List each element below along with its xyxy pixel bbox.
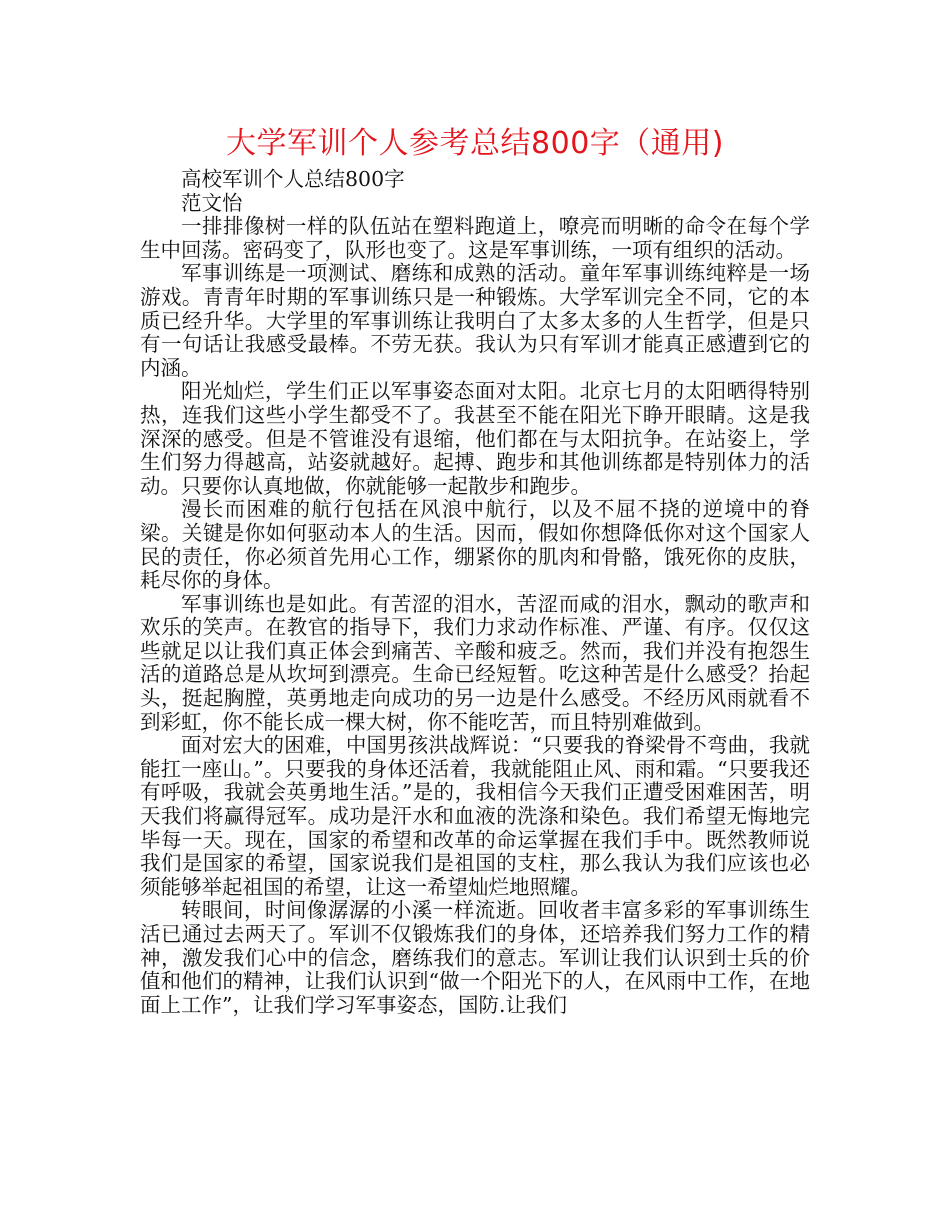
subtitle: 高校军训个人总结800字 bbox=[181, 167, 405, 191]
paragraph: 军事训练是一项测试、磨练和成熟的活动。童年军事训练纯粹是一场游戏。青青年时期的军事训练只是一种锻炼。大学军训完全不同，它的本质已经升华。大学里的军事训练让我明白了太多太多的人生哲学，但是只有一句话让我感受最棒。不劳无获。我认为只有军训才能真正感遭到它的内涵。 bbox=[140, 261, 810, 380]
paragraph: 阳光灿烂，学生们正以军事姿态面对太阳。北京七月的太阳晒得特别热，连我们这些小学生都受不了。我甚至不能在阳光下睁开眼睛。这是我深深的感受。但是不管谁没有退缩，他们都在与太阳抗争。在站姿上，学生们努力得越高，站姿就越好。起搏、跑步和其他训练都是特别体力的活动。只要你认真地做，你就能够一起散步和跑步。 bbox=[140, 379, 810, 498]
document-title: 大学军训个人参考总结800字（通用) bbox=[226, 126, 724, 161]
paragraph: 军事训练也是如此。有苦涩的泪水，苦涩而咸的泪水，飘动的歌声和欢乐的笑声。在教官的指导下，我们力求动作标准、严谨、有序。仅仅这些就足以让我们真正体会到痛苦、辛酸和疲乏。然而，我们并没有抱怨生活的道路总是从坎坷到漂亮。生命已经短暂。吃这种苦是什么感受？抬起头，挺起胸膛，英勇地走向成功的另一边是什么感受。不经历风雨就看不到彩虹，你不能长成一棵大树，你不能吃苦，而且特别难做到。 bbox=[140, 591, 810, 734]
author: 范文怡 bbox=[181, 190, 243, 215]
paragraph: 转眼间，时间像潺潺的小溪一样流逝。回收者丰富多彩的军事训练生活已通过去两天了。军训不仅锻炼我们的身体，还培养我们努力工作的精神，激发我们心中的信念，磨练我们的意志。军训让我们认识到士兵的价值和他们的精神，让我们认识到“做一个阳光下的人，在风雨中工作，在地面上工作”，让我们学习军事姿态，国防.让我们 bbox=[140, 898, 810, 1017]
paragraph: 一排排像树一样的队伍站在塑料跑道上，嘹亮而明晰的命令在每个学生中回荡。密码变了，队形也变了。这是军事训练，一项有组织的活动。 bbox=[140, 214, 810, 262]
paragraph: 漫长而困难的航行包括在风浪中航行，以及不屈不挠的逆境中的脊梁。关键是你如何驱动本人的生活。因而，假如你想降低你对这个国家人民的责任，你必须首先用心工作，绷紧你的肌肉和骨骼，饿死你的皮肤，耗尽你的身体。 bbox=[140, 497, 810, 593]
document-body bbox=[140, 168, 810, 1017]
paragraph: 面对宏大的困难，中国男孩洪战辉说：“只要我的脊梁骨不弯曲，我就能扛一座山。”。只要我的身体还活着，我就能阻止风、雨和霜。“只要我还有呼吸，我就会英勇地生活。”是的，我相信今天我们正遭受困难困苦，明天我们将赢得冠军。成功是汗水和血液的洗涤和染色。我们希望无悔地完毕每一天。现在，国家的希望和改革的命运掌握在我们手中。既然教师说我们是国家的希望，国家说我们是祖国的支柱，那么我认为我们应该也必须能够举起祖国的希望，让这一希望灿烂地照耀。 bbox=[140, 733, 810, 899]
